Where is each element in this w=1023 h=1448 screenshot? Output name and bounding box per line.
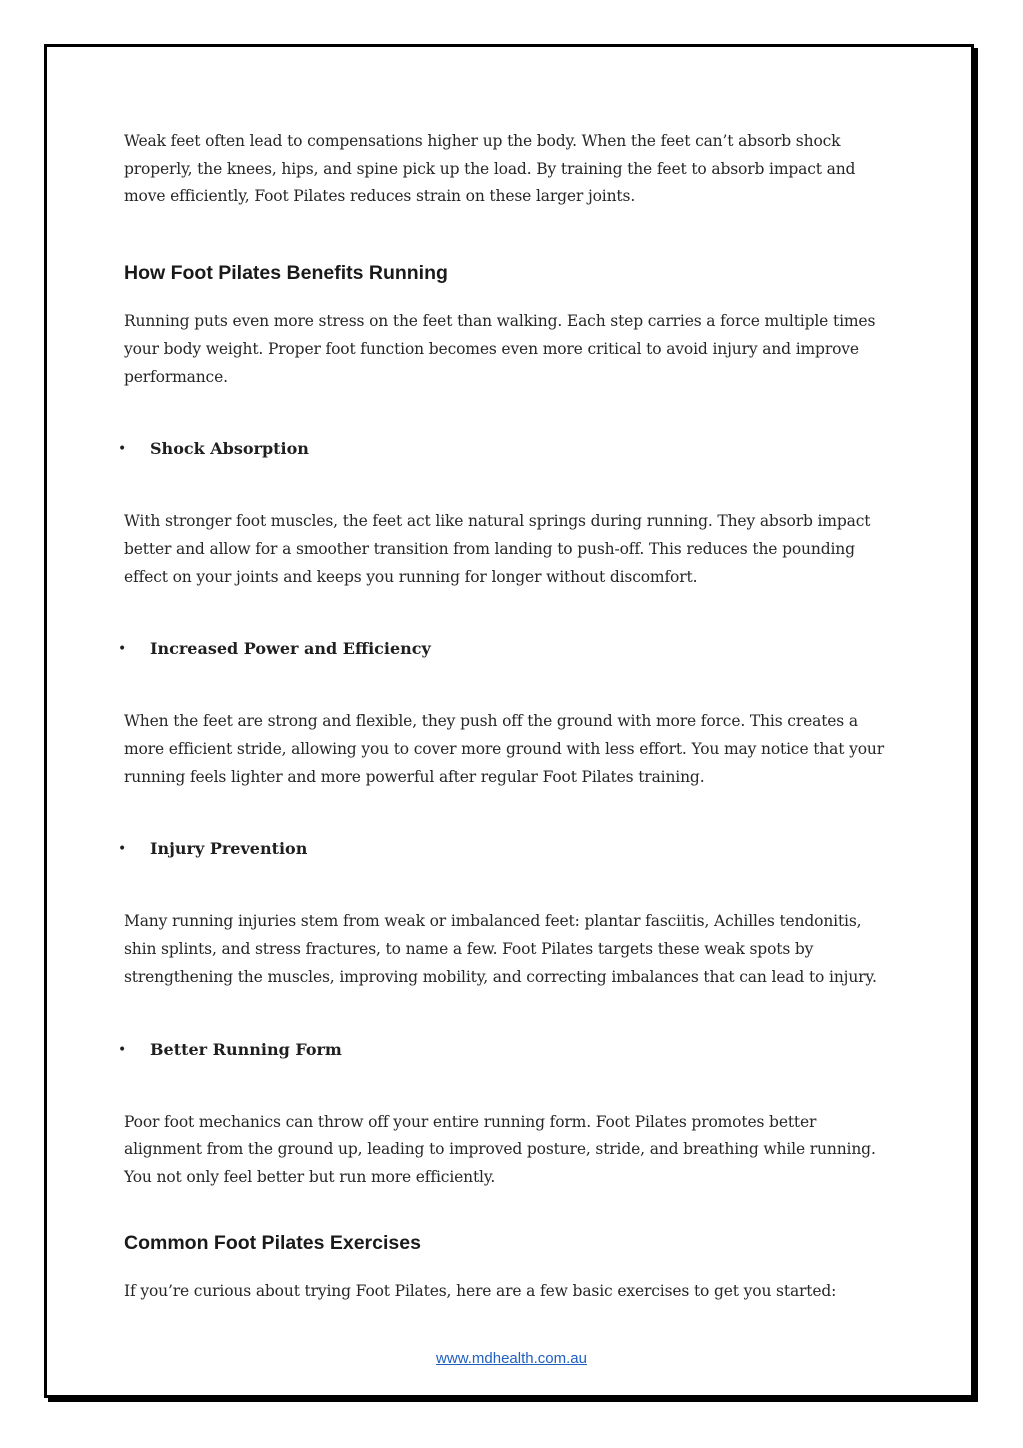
running-form-paragraph: Poor foot mechanics can throw off your entire running form. Foot Pilates promotes better alignment from the ground up, leading to improved posture, stride, and breathing while running. You not only feel better but run more efficiently. [124,1112,876,1186]
exercises-heading: Common Foot Pilates Exercises [124,1231,421,1254]
bullet-title: Injury Prevention [150,839,308,859]
bullet-title: Better Running Form [150,1039,342,1059]
bullet-power-efficiency [118,637,896,661]
power-efficiency-paragraph: When the feet are strong and flexible, they push off the ground with more force. This creates a more efficient stride, allowing you to cover more ground with less effort. You may notice that your running feels lighter and more powerful after regular Foot Pilates training. [124,712,884,786]
bullet-icon: • [118,1041,127,1058]
bullet-title: Increased Power and Efficiency [150,639,431,659]
document-body [118,128,896,1305]
bullet-shock-absorption [118,437,896,461]
exercises-intro-paragraph: If you’re curious about trying Foot Pilates, here are a few basic exercises to get you started: [124,1281,837,1300]
bullet-injury-prevention [118,837,896,861]
running-intro-paragraph: Running puts even more stress on the feet than walking. Each step carries a force multiple times your body weight. Proper foot function becomes even more critical to avoid injury and improve performance. [124,312,876,386]
bullet-icon: • [118,641,127,658]
running-benefits-heading: How Foot Pilates Benefits Running [124,262,448,285]
shock-absorption-paragraph: With stronger foot muscles, the feet act like natural springs during running. They absorb impact better and allow for a smoother transition from landing to push-off. This reduces the pounding effect on your joints and keeps you running for longer without discomfort. [124,512,871,586]
bullet-icon: • [118,841,127,858]
bullet-running-form [118,1038,896,1062]
intro-paragraph: Weak feet often lead to compensations higher up the body. When the feet can’t absorb shock properly, the knees, hips, and spine pick up the load. By training the feet to absorb impact and move efficiently, Foot Pilates reduces strain on these larger joints. [124,132,856,206]
injury-prevention-paragraph: Many running injuries stem from weak or imbalanced feet: plantar fasciitis, Achilles tendonitis, shin splints, and stress fractures, to name a few. Foot Pilates targets these weak spots by strengthening the muscles, improving mobility, and correcting imbalances that can lead to injury. [124,912,877,986]
bullet-icon: • [118,441,127,458]
bullet-title: Shock Absorption [150,439,309,459]
footer-website-link[interactable]: www.mdhealth.com.au [436,1350,587,1367]
